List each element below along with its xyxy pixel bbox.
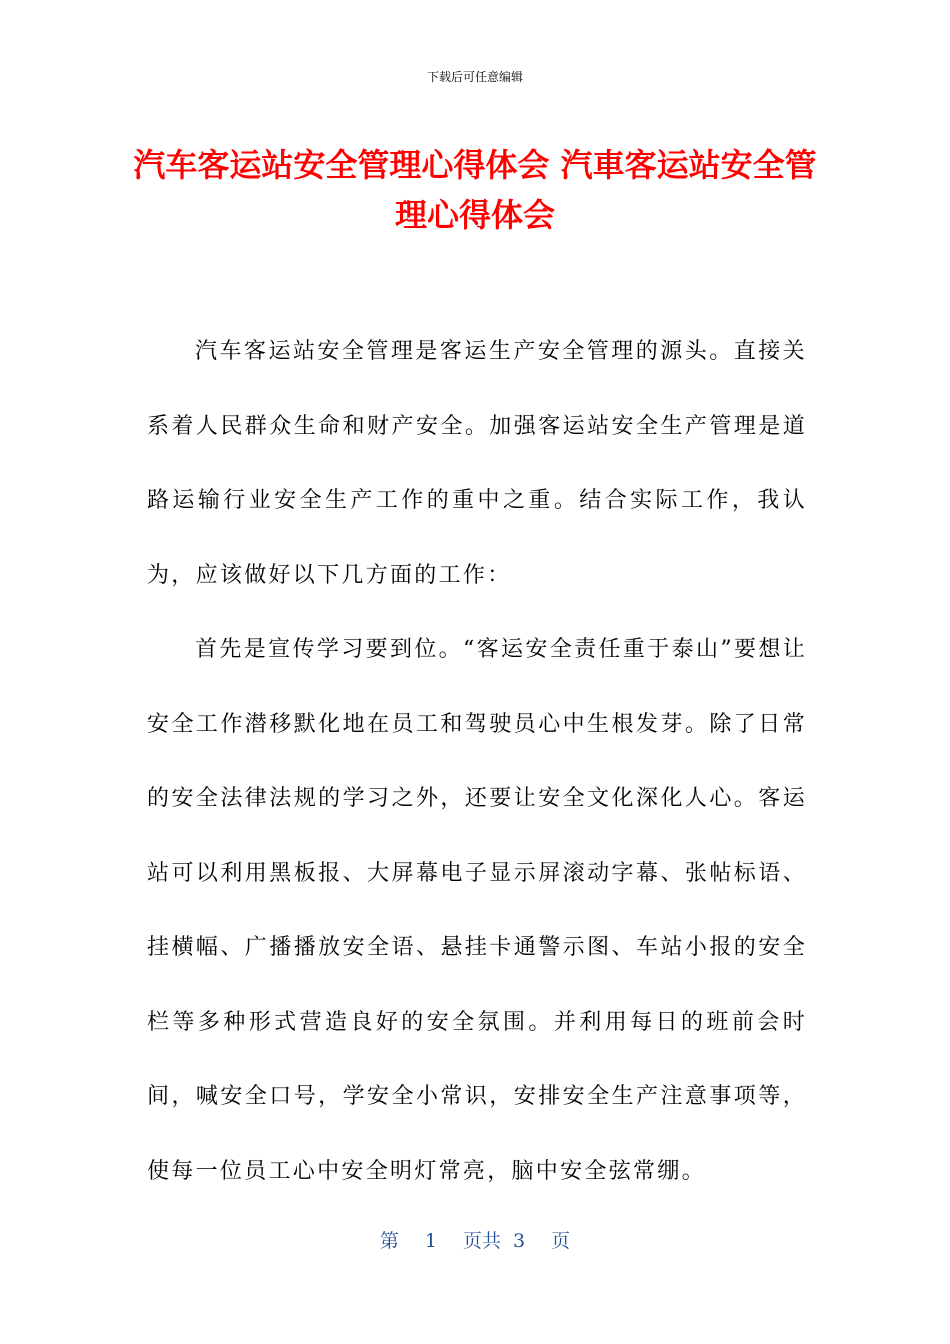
page-mid: 页共	[462, 1230, 501, 1252]
total-pages-number: 3	[513, 1230, 526, 1252]
paragraph: 汽车客运站安全管理是客运生产安全管理的源头。直接关系着人民群众生命和财产安全。加强客运站安全生产管理是道路运输行业安全生产工作的重中之重。结合实际工作，我认为，应该做好以下几方面的工作：	[147, 339, 807, 588]
document-title: 汽车客运站安全管理心得体会 汽車客运站安全管理心得体会	[133, 146, 817, 234]
page-suffix: 页	[551, 1230, 571, 1252]
page-prefix: 第	[379, 1230, 399, 1252]
header-note: 下载后可任意编辑	[426, 70, 523, 84]
page-footer	[0, 1226, 950, 1253]
paragraph: 首先是宣传学习要到位。“客运安全责任重于泰山”要想让安全工作潜移默化地在员工和驾驶员心中生根发芽。除了日常的安全法律法规的学习之外，还要让安全文化深化人心。客运站可以利用黑板报、大屏幕电子显示屏滚动字幕、张帖标语、挂横幅、广播播放安全语、悬挂卡通警示图、车站小报的安全栏等多种形式营造良好的安全氛围。并利用每日的班前会时间，喊安全口号，学安全小常识，安排安全生产注意事项等，使每一位员工心中安全明灯常亮，脑中安全弦常绷。	[147, 637, 807, 1184]
current-page-number: 1	[424, 1230, 437, 1252]
document-body	[147, 315, 807, 1209]
